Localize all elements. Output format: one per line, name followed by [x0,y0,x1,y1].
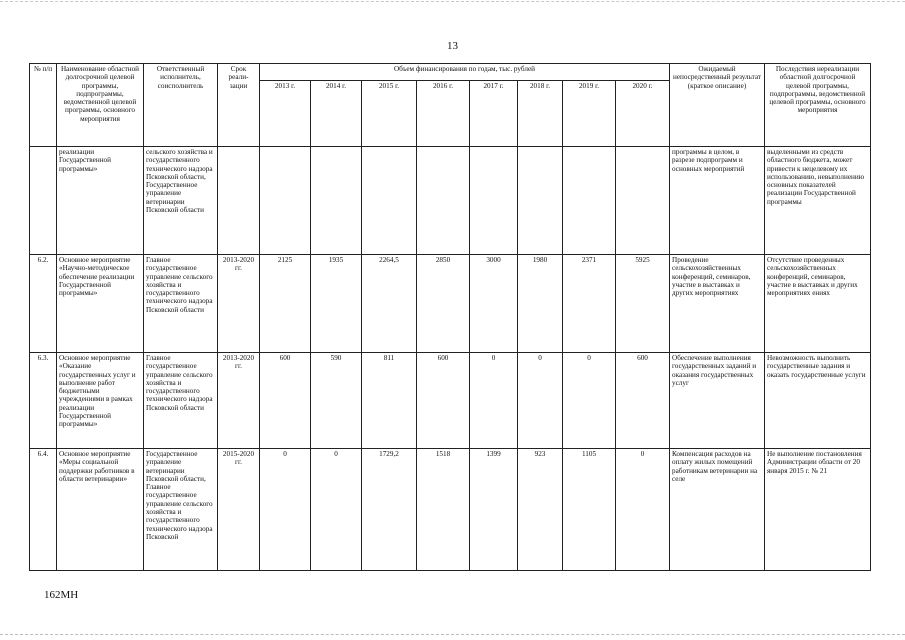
row-value [563,147,616,255]
row-consequences: Невозможность выполнить государственные задания и оказать государственные услуги [765,353,871,449]
row-value [616,147,670,255]
header-year: 2019 г. [563,81,616,147]
row-value [518,147,563,255]
header-year: 2016 г. [417,81,470,147]
row-executor: Главное государственное управление сельского хозяйства и государственного технического надзора Псковской области [144,353,218,449]
row-value: 590 [311,353,362,449]
row-executor: Государственное управление ветеринарии Псковской области, Главное государственное управление сельского хозяйства и государственного технического надзора Псковской [144,449,218,571]
row-executor: Главное государственное управление сельского хозяйства и государственного технического надзора Псковской области [144,255,218,353]
row-value: 1399 [470,449,518,571]
page-number: 13 [447,40,458,52]
row-value: 0 [616,449,670,571]
table-row [30,147,871,255]
row-result: Компенсация расходов на оплату жилых помещений работникам ветеринарии на селе [670,449,765,571]
row-value: 0 [470,353,518,449]
row-result: Обеспечение выполнения государственных заданий и оказания государственных услуг [670,353,765,449]
row-num [30,147,57,255]
row-name: Основное мероприятие «Оказание государственных услуг и выполнение работ бюджетными учреждениями в рамках реализации Государственной программы» [57,353,144,449]
bottom-scan-line [0,634,905,635]
row-value: 2850 [417,255,470,353]
row-num: 6.3. [30,353,57,449]
row-value: 2125 [260,255,311,353]
row-value: 5925 [616,255,670,353]
row-consequences: Отсутствие проведенных сельскохозяйственных конференций, семинаров, участие в выставках и других мероприятиях ениях [765,255,871,353]
row-num: 6.4. [30,449,57,571]
program-table [29,63,871,571]
header-funding: Объем финансирования по годам, тыс. рублей [260,64,670,81]
row-period: 2015-2020 гг. [218,449,260,571]
header-result: Ожидаемый непосредственный результат (краткое описание) [670,64,765,147]
row-value: 1105 [563,449,616,571]
header-period: Срок реали-зации [218,64,260,147]
header-year: 2018 г. [518,81,563,147]
row-value: 1935 [311,255,362,353]
row-value [362,147,417,255]
row-num: 6.2. [30,255,57,353]
row-value: 1729,2 [362,449,417,571]
top-scan-line [0,1,905,2]
row-result: программы в целом, в разрезе подпрограмм и основных мероприятий [670,147,765,255]
footer-code: 162МН [44,589,79,601]
header-name: Наименование областной долгосрочной целевой программы, подпрограммы, ведомственной целевой программы, основного мероприятия [57,64,144,147]
row-value: 0 [563,353,616,449]
row-value: 0 [518,353,563,449]
row-value [417,147,470,255]
row-value: 3000 [470,255,518,353]
row-period: 2013-2020 гг. [218,353,260,449]
row-period: 2013-2020 гг. [218,255,260,353]
row-consequences: Не выполнение постановления Администрации области от 20 января 2015 г. № 21 [765,449,871,571]
row-value: 0 [260,449,311,571]
table-row [30,255,871,353]
header-year: 2020 г. [616,81,670,147]
row-value: 2371 [563,255,616,353]
header-year: 2014 г. [311,81,362,147]
header-consequences: Последствия нереализации областной долгосрочной целевой программы, подпрограммы, ведомственной целевой программы, основного мероприятия [765,64,871,147]
row-consequences: выделенными из средств областного бюджета, может привести к нецелевому их использованию, невыполнению основных показателей реализации Государственной программы [765,147,871,255]
row-value: 923 [518,449,563,571]
header-num: № п/п [30,64,57,147]
header-year: 2013 г. [260,81,311,147]
row-value: 600 [616,353,670,449]
row-executor: сельского хозяйства и государственного технического надзора Псковской области, Государственное управление ветеринарии Псковской области [144,147,218,255]
row-name: Основное мероприятие «Меры социальной поддержки работников в области ветеринарии» [57,449,144,571]
row-value [260,147,311,255]
row-value: 0 [311,449,362,571]
header-executor: Ответственный исполнитель, соисполнитель [144,64,218,147]
row-period [218,147,260,255]
table-row [30,449,871,571]
row-value: 811 [362,353,417,449]
row-value: 1518 [417,449,470,571]
header-year: 2017 г. [470,81,518,147]
row-value: 1980 [518,255,563,353]
row-value [311,147,362,255]
row-value: 600 [260,353,311,449]
row-value [470,147,518,255]
table-row [30,353,871,449]
row-result: Проведение сельскохозяйственных конференций, семинаров, участие в выставках и других мероприятиях [670,255,765,353]
row-name: реализации Государственной программы» [57,147,144,255]
row-value: 2264,5 [362,255,417,353]
row-value: 600 [417,353,470,449]
row-name: Основное мероприятие «Научно-методическое обеспечение реализации Государственной программы» [57,255,144,353]
header-row-1 [30,64,871,81]
header-year: 2015 г. [362,81,417,147]
